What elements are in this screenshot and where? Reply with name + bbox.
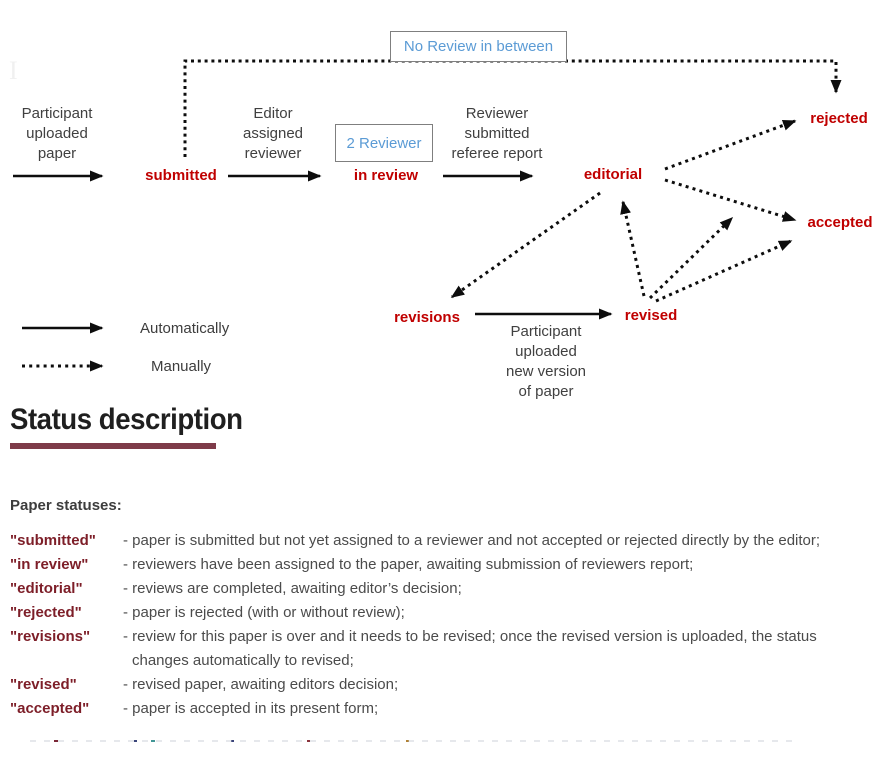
annotation-line: Editor (253, 105, 293, 122)
definition-term: "revised" (10, 676, 77, 693)
annotation-line: uploaded (515, 343, 577, 360)
status-node-revised: revised (624, 307, 678, 324)
legend-label-automatically: Automatically (140, 320, 230, 337)
definition-term: "editorial" (10, 580, 83, 597)
two-reviewer-callout (335, 124, 433, 162)
definition-desc: - reviews are completed, awaiting editor’s decision; (123, 580, 462, 597)
legend-label-manually: Manually (151, 358, 212, 375)
status-node-submitted: submitted (145, 167, 217, 184)
definition-row-submitted (10, 529, 868, 553)
arrow-editorial-to-revisions (452, 193, 600, 297)
no-review-callout (390, 31, 567, 62)
status-node-revisions: revisions (394, 309, 460, 326)
annotation-line: uploaded (26, 125, 88, 142)
section-heading: Status description (10, 403, 243, 436)
no-review-callout-label: No Review in between (403, 38, 554, 55)
annotation-line: paper (37, 145, 77, 162)
definition-desc: - paper is rejected (with or without review); (123, 604, 405, 621)
definition-desc: - paper is accepted in its present form; (123, 700, 379, 717)
annotation-line: reviewer (244, 145, 302, 162)
annotation-line: referee report (451, 145, 543, 162)
heading-underline-bar (10, 443, 216, 449)
definition-row-revisions (10, 625, 868, 673)
definition-row-rejected (10, 601, 868, 625)
definition-term: "in review" (10, 556, 89, 573)
annotation-line: Participant (510, 323, 582, 340)
arrow-editorial-to-accepted (665, 180, 795, 220)
definition-row-editorial (10, 577, 868, 601)
definition-row-in-review (10, 553, 868, 577)
annotation-line: of paper (518, 383, 574, 400)
paper-statuses-label: Paper statuses: (10, 497, 122, 514)
annotation-participant-new-version (506, 322, 586, 402)
status-node-accepted: accepted (807, 214, 873, 231)
definition-desc: - revised paper, awaiting editors decision; (123, 676, 399, 693)
annotation-line: Reviewer (465, 105, 529, 122)
definition-desc: - paper is submitted but not yet assigned to a reviewer and not accepted or rejected directly by the editor; (123, 532, 821, 549)
status-node-rejected: rejected (810, 110, 868, 127)
arrow-revised-to-editorial (623, 202, 644, 296)
status-node-editorial: editorial (583, 166, 643, 183)
annotation-participant-upload (22, 104, 93, 164)
status-node-in-review: in review (353, 167, 419, 184)
definition-row-accepted (10, 697, 868, 721)
annotation-line: new version (505, 363, 587, 380)
status-definition-list (10, 529, 868, 721)
annotation-line: assigned (242, 125, 304, 142)
definition-desc: - review for this paper is over and it needs to be revised; once the revised version is uploaded, the status changes automatically to revised; (123, 628, 817, 669)
annotation-line: Participant (21, 105, 93, 122)
definition-term: "revisions" (10, 628, 91, 645)
annotation-editor-assigned (243, 104, 303, 164)
definition-term: "submitted" (10, 532, 96, 549)
annotation-reviewer-submitted (452, 104, 543, 164)
two-reviewer-callout-label: 2 Reviewer (346, 134, 422, 152)
definition-row-revised (10, 673, 868, 697)
definition-desc: - reviewers have been assigned to the paper, awaiting submission of reviewers report; (123, 556, 694, 573)
ghost-text-cursor-artifact: I (9, 56, 18, 85)
definition-term: "accepted" (10, 700, 90, 717)
annotation-line: submitted (464, 125, 530, 142)
definition-term: "rejected" (10, 604, 82, 621)
arrow-editorial-to-rejected (665, 121, 795, 169)
